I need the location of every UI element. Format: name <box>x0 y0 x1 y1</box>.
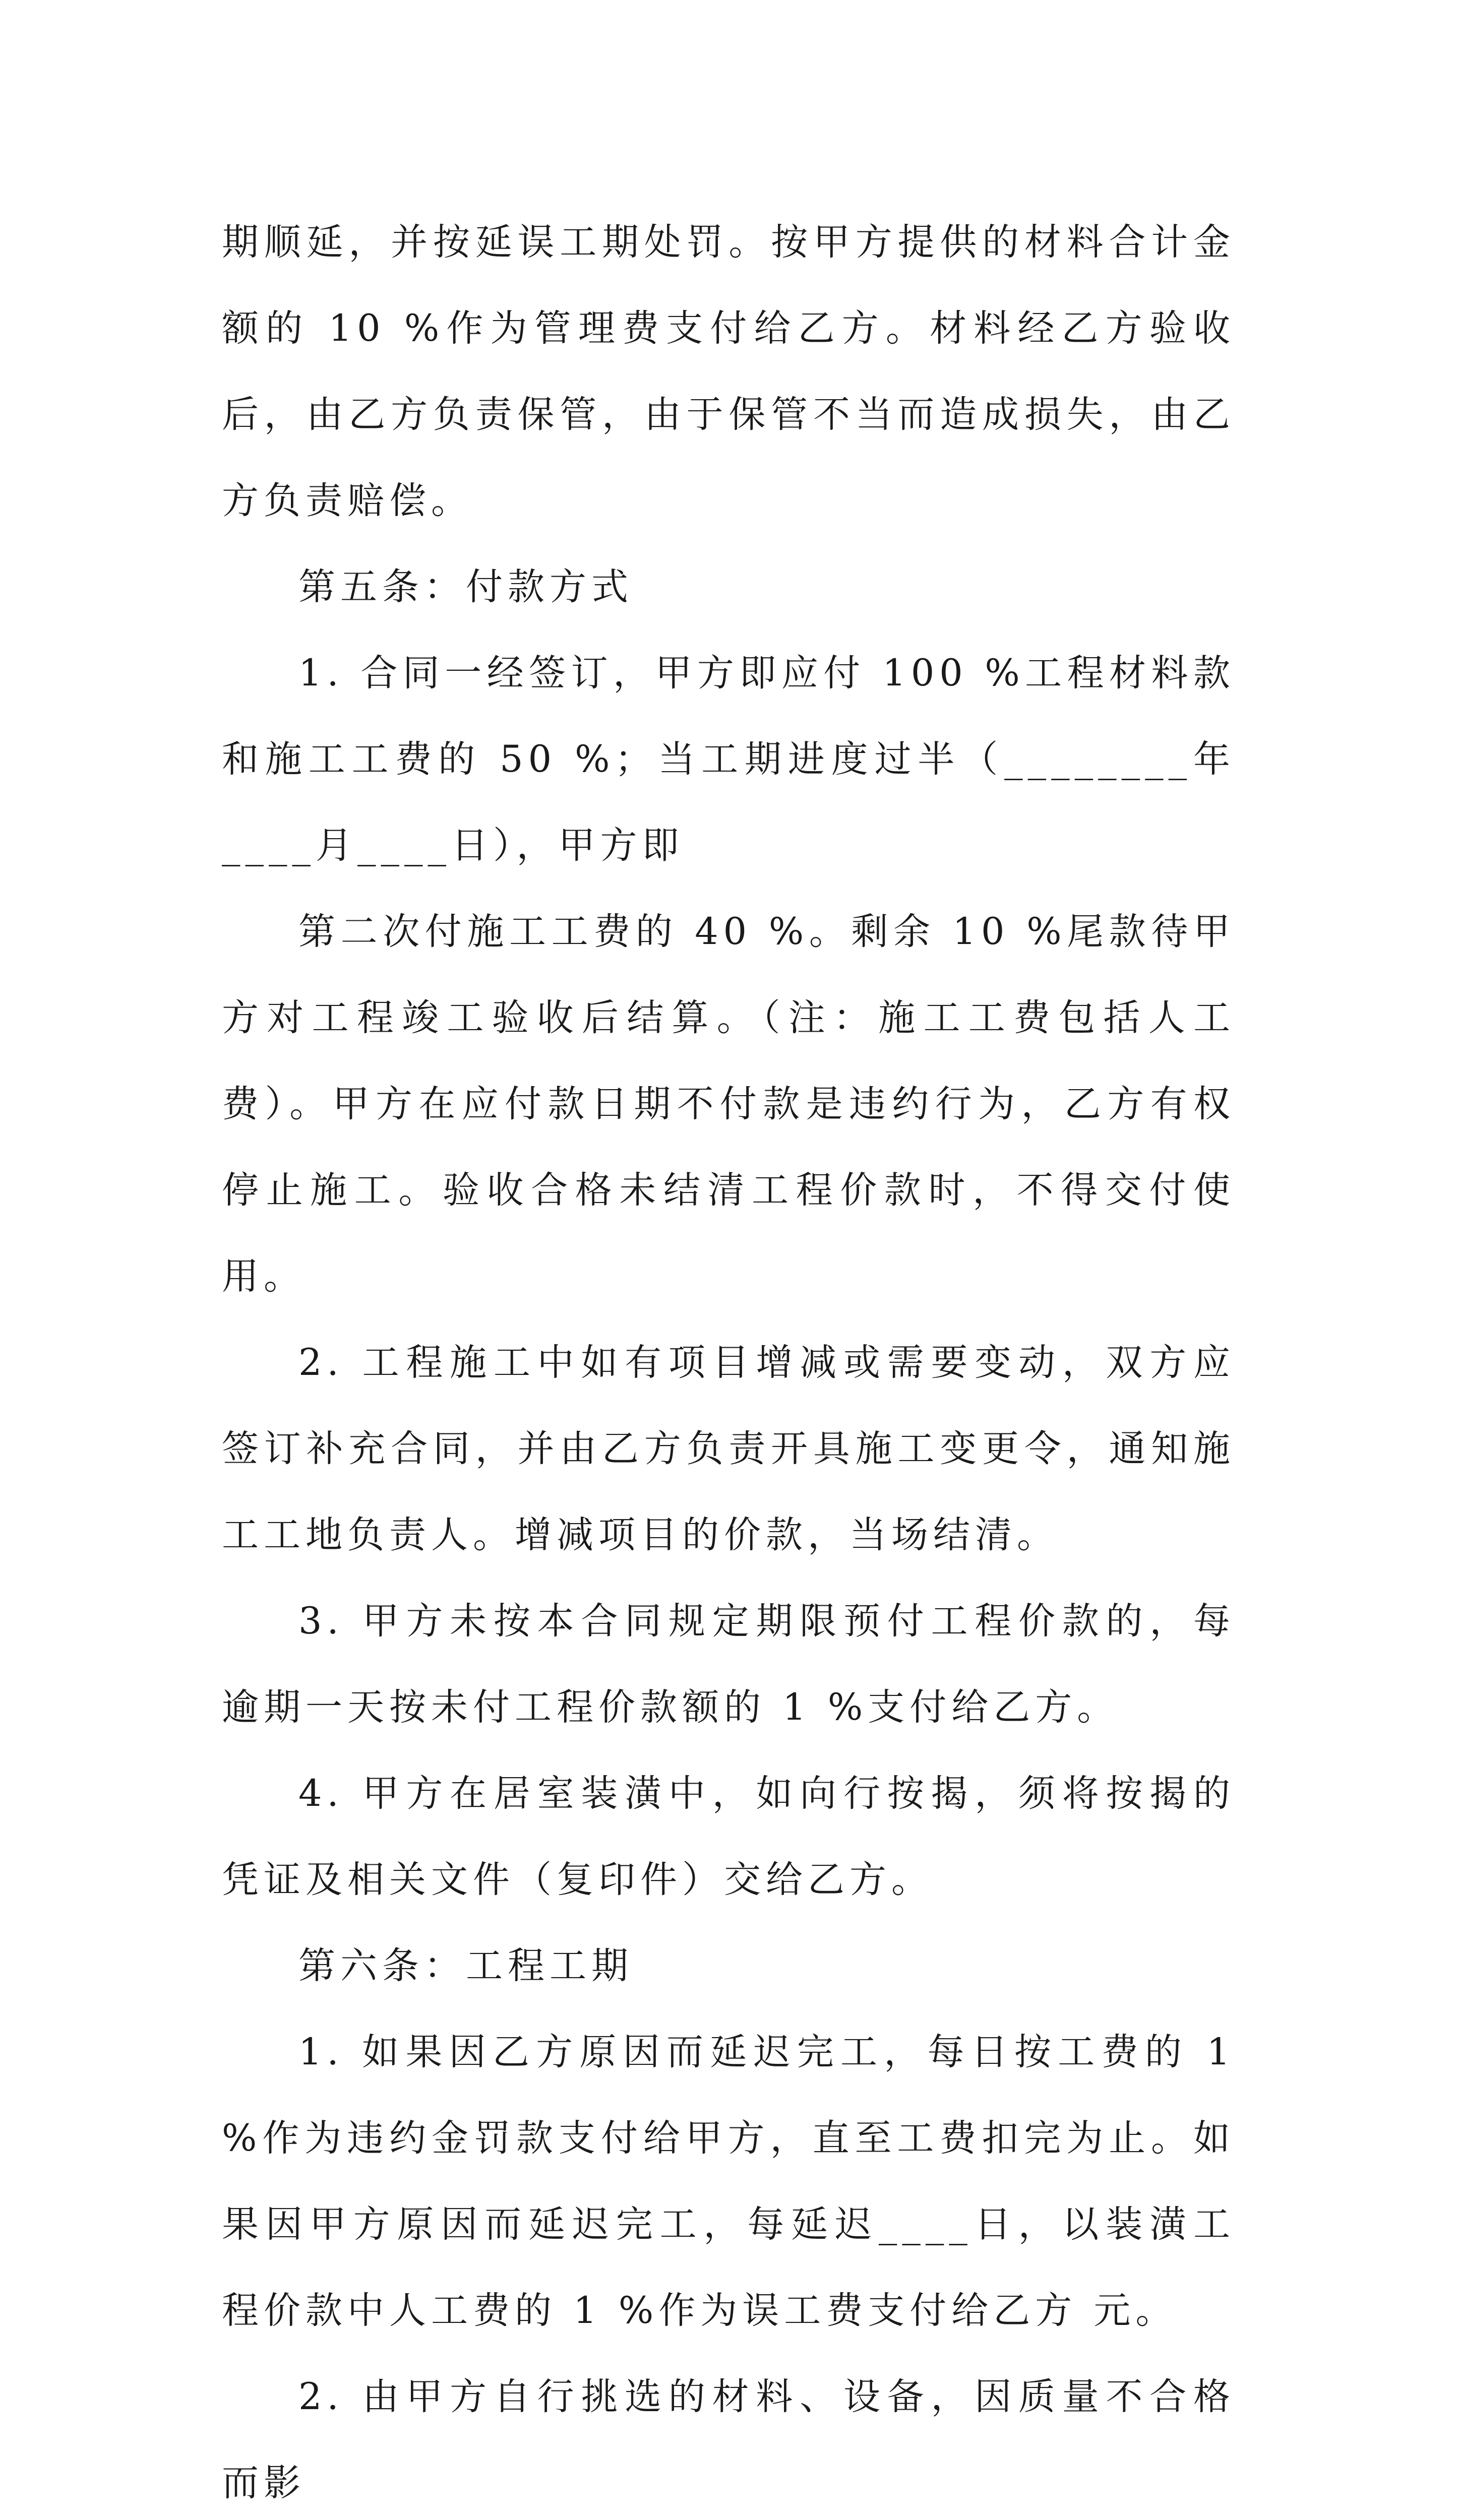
section-heading-article-5: 第五条：付款方式 <box>298 565 633 608</box>
document-body <box>222 199 1235 2520</box>
paragraph-payment-4: 4. 甲方在居室装潢中，如向行按揭，须将按揭的凭证及相关文件（复印件）交给乙方。 <box>222 1772 1235 1901</box>
paragraph-payment-1: 1. 合同一经签订，甲方即应付 100 %工程材料款和施工工费的 50 %；当工期进度过半（________年____月____日），甲方即 <box>222 652 1235 867</box>
paragraph-payment-2: 2. 工程施工中如有项目增减或需要变动，双方应签订补充合同，并由乙方负责开具施工变更令，通知施工工地负责人。增减项目的价款，当场结清。 <box>222 1341 1235 1556</box>
paragraph-payment-3: 3. 甲方未按本合同规定期限预付工程价款的，每逾期一天按未付工程价款额的 1 %支付给乙方。 <box>222 1600 1235 1729</box>
paragraph-schedule-extension: 期顺延，并按延误工期处罚。按甲方提供的材料合计金额的 10 %作为管理费支付给乙方。材料经乙方验收后，由乙方负责保管，由于保管不当而造成损失，由乙方负责赔偿。 <box>222 221 1235 522</box>
section-heading-article-6: 第六条：工程工期 <box>298 1944 633 1987</box>
paragraph-schedule-2: 2. 由甲方自行挑选的材料、设备，因质量不合格而影 <box>222 2375 1235 2504</box>
paragraph-schedule-1: 1. 如果因乙方原因而延迟完工，每日按工费的 1 %作为违约金罚款支付给甲方，直至工费扣完为止。如果因甲方原因而延迟完工，每延迟____日，以装潢工程价款中人工费的 1 %作为误工费支付给乙方 元。 <box>222 2031 1235 2332</box>
paragraph-payment-second: 第二次付施工工费的 40 %。剩余 10 %尾款待甲方对工程竣工验收后结算。（注：施工工费包括人工费）。甲方在应付款日期不付款是违约行为，乙方有权停止施工。验收合格未结清工程价款时，不得交付使用。 <box>222 910 1235 1298</box>
